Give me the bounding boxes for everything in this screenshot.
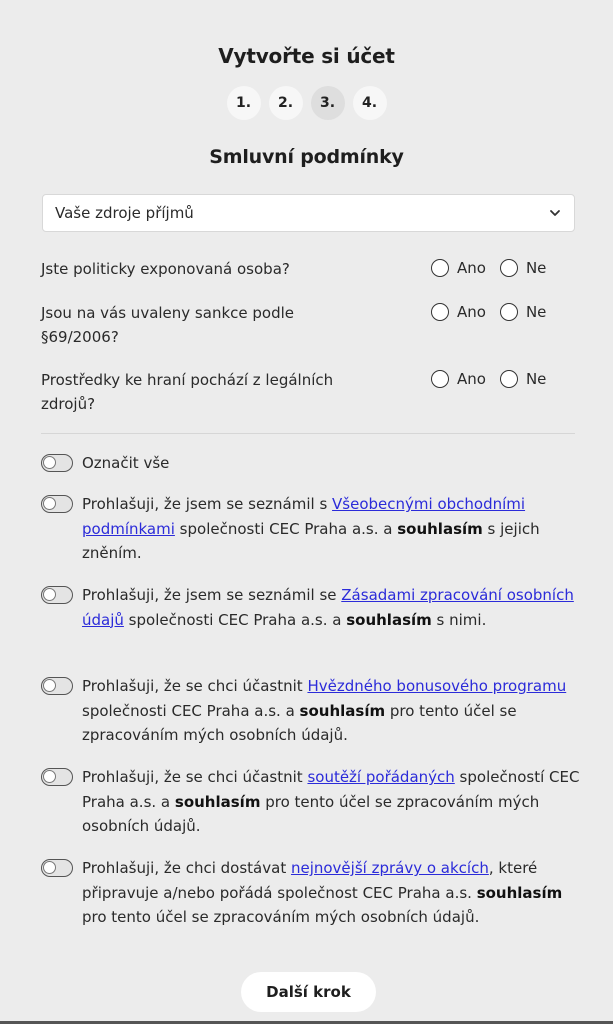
toggle-knob (43, 456, 56, 469)
radio-circle[interactable] (431, 303, 449, 321)
consent-terms-toggle[interactable] (41, 495, 73, 513)
consent-agree-bold: souhlasím (397, 519, 483, 538)
step-1[interactable]: 1. (227, 86, 261, 120)
toggle-knob (43, 679, 56, 692)
toggle-knob (43, 861, 56, 874)
consent-bonus-text (82, 674, 581, 748)
consent-text-mid: společností CEC Praha a.s. a (82, 768, 580, 811)
consent-text-pre: Prohlašuji, že chci dostávat (82, 859, 291, 877)
consent-text-post: pro tento účel se zpracováním mých osobních údajů. (82, 792, 540, 835)
news-link[interactable]: nejnovější zprávy o akcích (290, 859, 489, 877)
question-pep: Jste politicky exponovaná osoba? (41, 260, 290, 278)
question-pep-options (431, 259, 546, 277)
consent-text-pre: Prohlašuji, že jsem se seznámil s (82, 495, 333, 513)
consent-contests-row (41, 765, 581, 839)
radio-circle[interactable] (500, 370, 518, 388)
radio-circle[interactable] (431, 259, 449, 277)
consent-privacy-text (82, 583, 581, 632)
radio-circle[interactable] (500, 303, 518, 321)
consent-text-mid: společnosti CEC Praha a.s. a (123, 610, 347, 629)
bonus-program-link[interactable]: Hvězdného bonusového programu (307, 677, 567, 695)
consent-bonus-toggle[interactable] (41, 677, 73, 695)
income-source-label: Vaše zdroje příjmů (55, 204, 194, 222)
section-title: Smluvní podmínky (209, 146, 404, 168)
question-legal-funds-options (431, 370, 546, 388)
consent-text-mid: společnosti CEC Praha a.s. a (174, 519, 398, 538)
consent-bonus-row (41, 674, 581, 748)
chevron-down-icon (548, 206, 562, 220)
next-step-button[interactable]: Další krok (241, 972, 376, 1012)
consent-text-pre: Prohlašuji, že se chci účastnit (82, 768, 308, 786)
consent-news-text (82, 856, 581, 930)
step-indicator (0, 86, 613, 120)
step-3-current[interactable]: 3. (311, 86, 345, 120)
privacy-link[interactable]: Zásadami zpracování osobních údajů (82, 586, 574, 629)
consent-news-row (41, 856, 581, 930)
radio-label-no: Ne (525, 303, 547, 321)
select-all-label: Označit vše (82, 454, 170, 472)
question-sanctions-options (431, 303, 546, 321)
pep-yes-radio[interactable] (431, 259, 486, 277)
consent-text-pre: Prohlašuji, že se chci účastnit (82, 677, 308, 695)
radio-label-no: Ne (525, 259, 547, 277)
contests-link[interactable]: soutěží pořádaných (307, 768, 455, 786)
toggle-knob (43, 770, 56, 783)
pep-no-radio[interactable] (500, 259, 546, 277)
consent-text-pre: Prohlašuji, že jsem se seznámil se (82, 586, 342, 604)
question-sanctions: Jsou na vás uvaleny sankce podle §69/2006? (41, 304, 294, 346)
radio-label-yes: Ano (457, 370, 486, 388)
toggle-knob (43, 497, 56, 510)
consent-text-mid: společnosti CEC Praha a.s. a (82, 701, 300, 720)
income-source-select[interactable] (42, 194, 575, 232)
consent-contests-toggle[interactable] (41, 768, 73, 786)
legal-funds-yes-radio[interactable] (431, 370, 486, 388)
question-legal-funds: Prostředky ke hraní pochází z legálních zdrojů? (41, 371, 334, 413)
legal-funds-no-radio[interactable] (500, 370, 546, 388)
sanctions-no-radio[interactable] (500, 303, 546, 321)
consent-agree-bold: souhlasím (299, 701, 386, 720)
consent-text-post: s jejich zněním. (82, 519, 540, 562)
consent-news-toggle[interactable] (41, 859, 73, 877)
consent-privacy-toggle[interactable] (41, 586, 73, 604)
radio-label-no: Ne (525, 370, 547, 388)
radio-circle[interactable] (431, 370, 449, 388)
consent-contests-text (82, 765, 581, 839)
page-title: Vytvořte si účet (218, 44, 395, 68)
divider (41, 433, 575, 434)
step-4[interactable]: 4. (353, 86, 387, 120)
consent-text-post: pro tento účel se zpracováním mých osobních údajů. (82, 908, 480, 926)
consent-privacy-row (41, 583, 581, 632)
consent-terms-text (82, 492, 581, 566)
consent-text-post: s nimi. (431, 610, 487, 629)
consent-agree-bold: souhlasím (174, 792, 261, 811)
select-all-row (41, 451, 581, 476)
toggle-knob (43, 588, 56, 601)
step-2[interactable]: 2. (269, 86, 303, 120)
consent-text-mid: , které připravuje a/nebo pořádá společnost CEC Praha a.s. (82, 859, 538, 902)
radio-label-yes: Ano (457, 303, 486, 321)
consent-terms-row (41, 492, 581, 566)
consent-agree-bold: souhlasím (476, 883, 563, 902)
select-all-toggle[interactable] (41, 454, 73, 472)
radio-circle[interactable] (500, 259, 518, 277)
sanctions-yes-radio[interactable] (431, 303, 486, 321)
consent-agree-bold: souhlasím (346, 610, 432, 629)
consent-text-post: pro tento účel se zpracováním mých osobních údajů. (82, 701, 517, 744)
radio-label-yes: Ano (457, 259, 486, 277)
terms-link[interactable]: Všeobecnými obchodními podmínkami (82, 495, 526, 538)
